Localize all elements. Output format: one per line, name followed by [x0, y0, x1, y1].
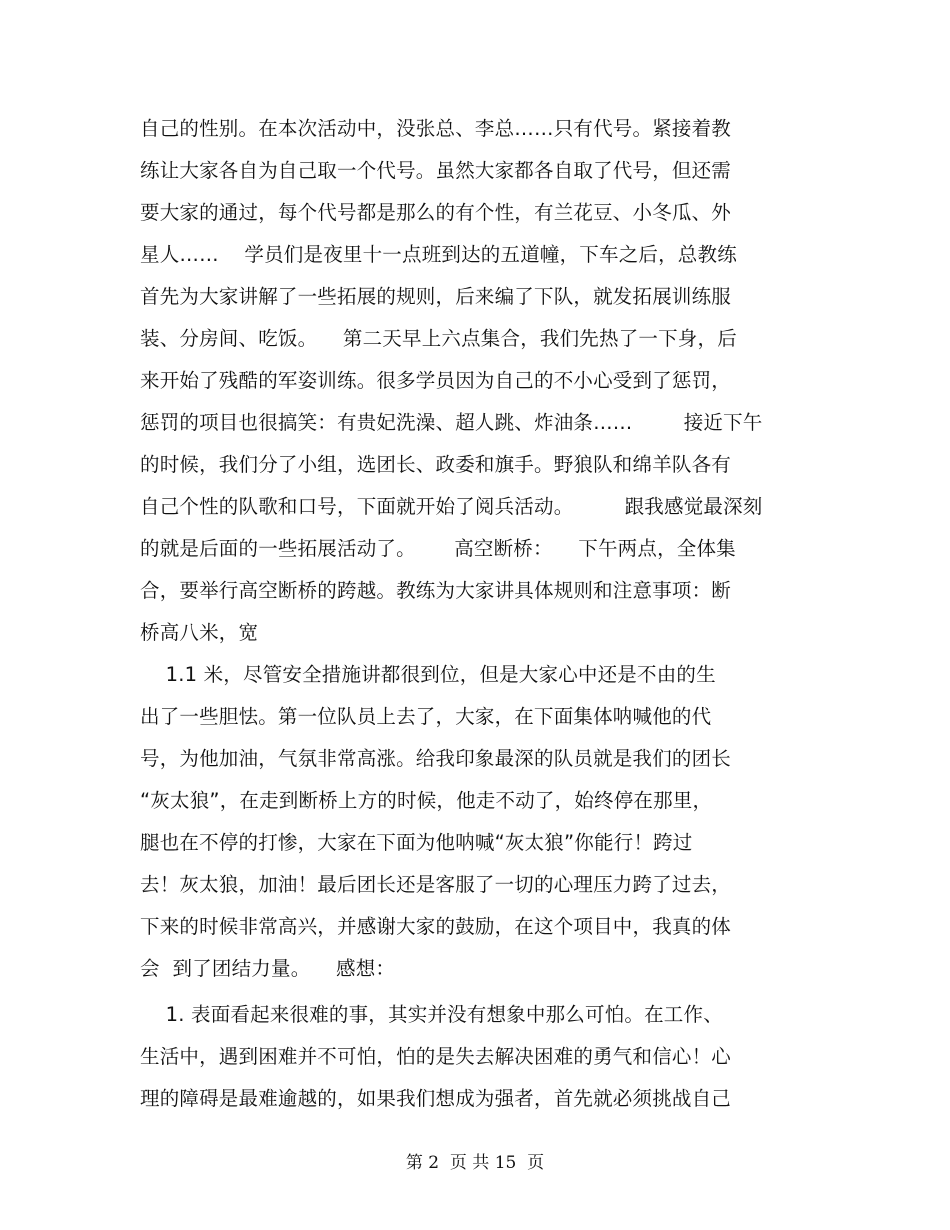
text-line: 自己的性别。在本次活动中，没张总、李总……只有代号。紧接着教 — [140, 117, 732, 140]
text-line: 号，为他加油，气氛非常高涨。给我印象最深的队员就是我们的团长 — [140, 747, 732, 770]
text-line: 自己个性的队歌和口号，下面就开始了阅兵活动。 跟我感觉最深刻 — [140, 495, 763, 518]
text-line: 要大家的通过，每个代号都是那么的有个性，有兰花豆、小冬瓜、外 — [140, 201, 732, 224]
text-line: 的就是后面的一些拓展活动了。 高空断桥： 下午两点，全体集 — [140, 537, 736, 560]
text-line: 去！灰太狼，加油！最后团长还是客服了一切的心理压力跨了过去， — [140, 873, 732, 896]
text-line: 出了一些胆怯。第一位队员上去了，大家，在下面集体呐喊他的代 — [140, 705, 712, 728]
text-line: 会 到了团结力量。 感想： — [140, 957, 396, 980]
text-line: 下来的时候非常高兴，并感谢大家的鼓励，在这个项目中，我真的体 — [140, 915, 732, 938]
text-line: “灰太狼”，在走到断桥上方的时候，他走不动了，始终停在那里， — [140, 789, 713, 812]
text-line: 合，要举行高空断桥的跨越。教练为大家讲具体规则和注意事项：断 — [140, 579, 732, 602]
text-line: 装、分房间、吃饭。 第二天早上六点集合，我们先热了一下身，后 — [140, 327, 737, 350]
text-line: 理的障碍是最难逾越的，如果我们想成为强者，首先就必须挑战自己 — [140, 1087, 732, 1110]
text-line: 首先为大家讲解了一些拓展的规则，后来编了下队，就发拓展训练服 — [140, 285, 732, 308]
text-line: 来开始了残酷的军姿训练。很多学员因为自己的不小心受到了惩罚， — [140, 369, 732, 392]
text-line: 桥高八米，宽 — [140, 621, 259, 644]
text-line: 1. 表面看起来很难的事，其实并没有想象中那么可怕。在工作、 — [140, 1003, 723, 1026]
page-footer: 第 2 页 共 15 页 — [405, 1153, 545, 1173]
text-line: 星人…… 学员们是夜里十一点班到达的五道幢，下车之后，总教练 — [140, 243, 737, 266]
text-line: 练让大家各自为自己取一个代号。虽然大家都各自取了代号，但还需 — [140, 159, 732, 182]
text-line: 腿也在不停的打惨，大家在下面为他呐喊“灰太狼”你能行！跨过 — [140, 831, 693, 854]
text-line: 惩罚的项目也很搞笑：有贵妃洗澡、超人跳、炸油条…… 接近下午 — [140, 411, 763, 434]
text-line: 1.1 米，尽管安全措施讲都很到位，但是大家心中还是不由的生 — [140, 663, 716, 686]
text-line: 的时候，我们分了小组，选团长、政委和旗手。野狼队和绵羊队各有 — [140, 453, 732, 476]
text-line: 生活中，遇到困难并不可怕，怕的是失去解决困难的勇气和信心！心 — [140, 1045, 732, 1068]
